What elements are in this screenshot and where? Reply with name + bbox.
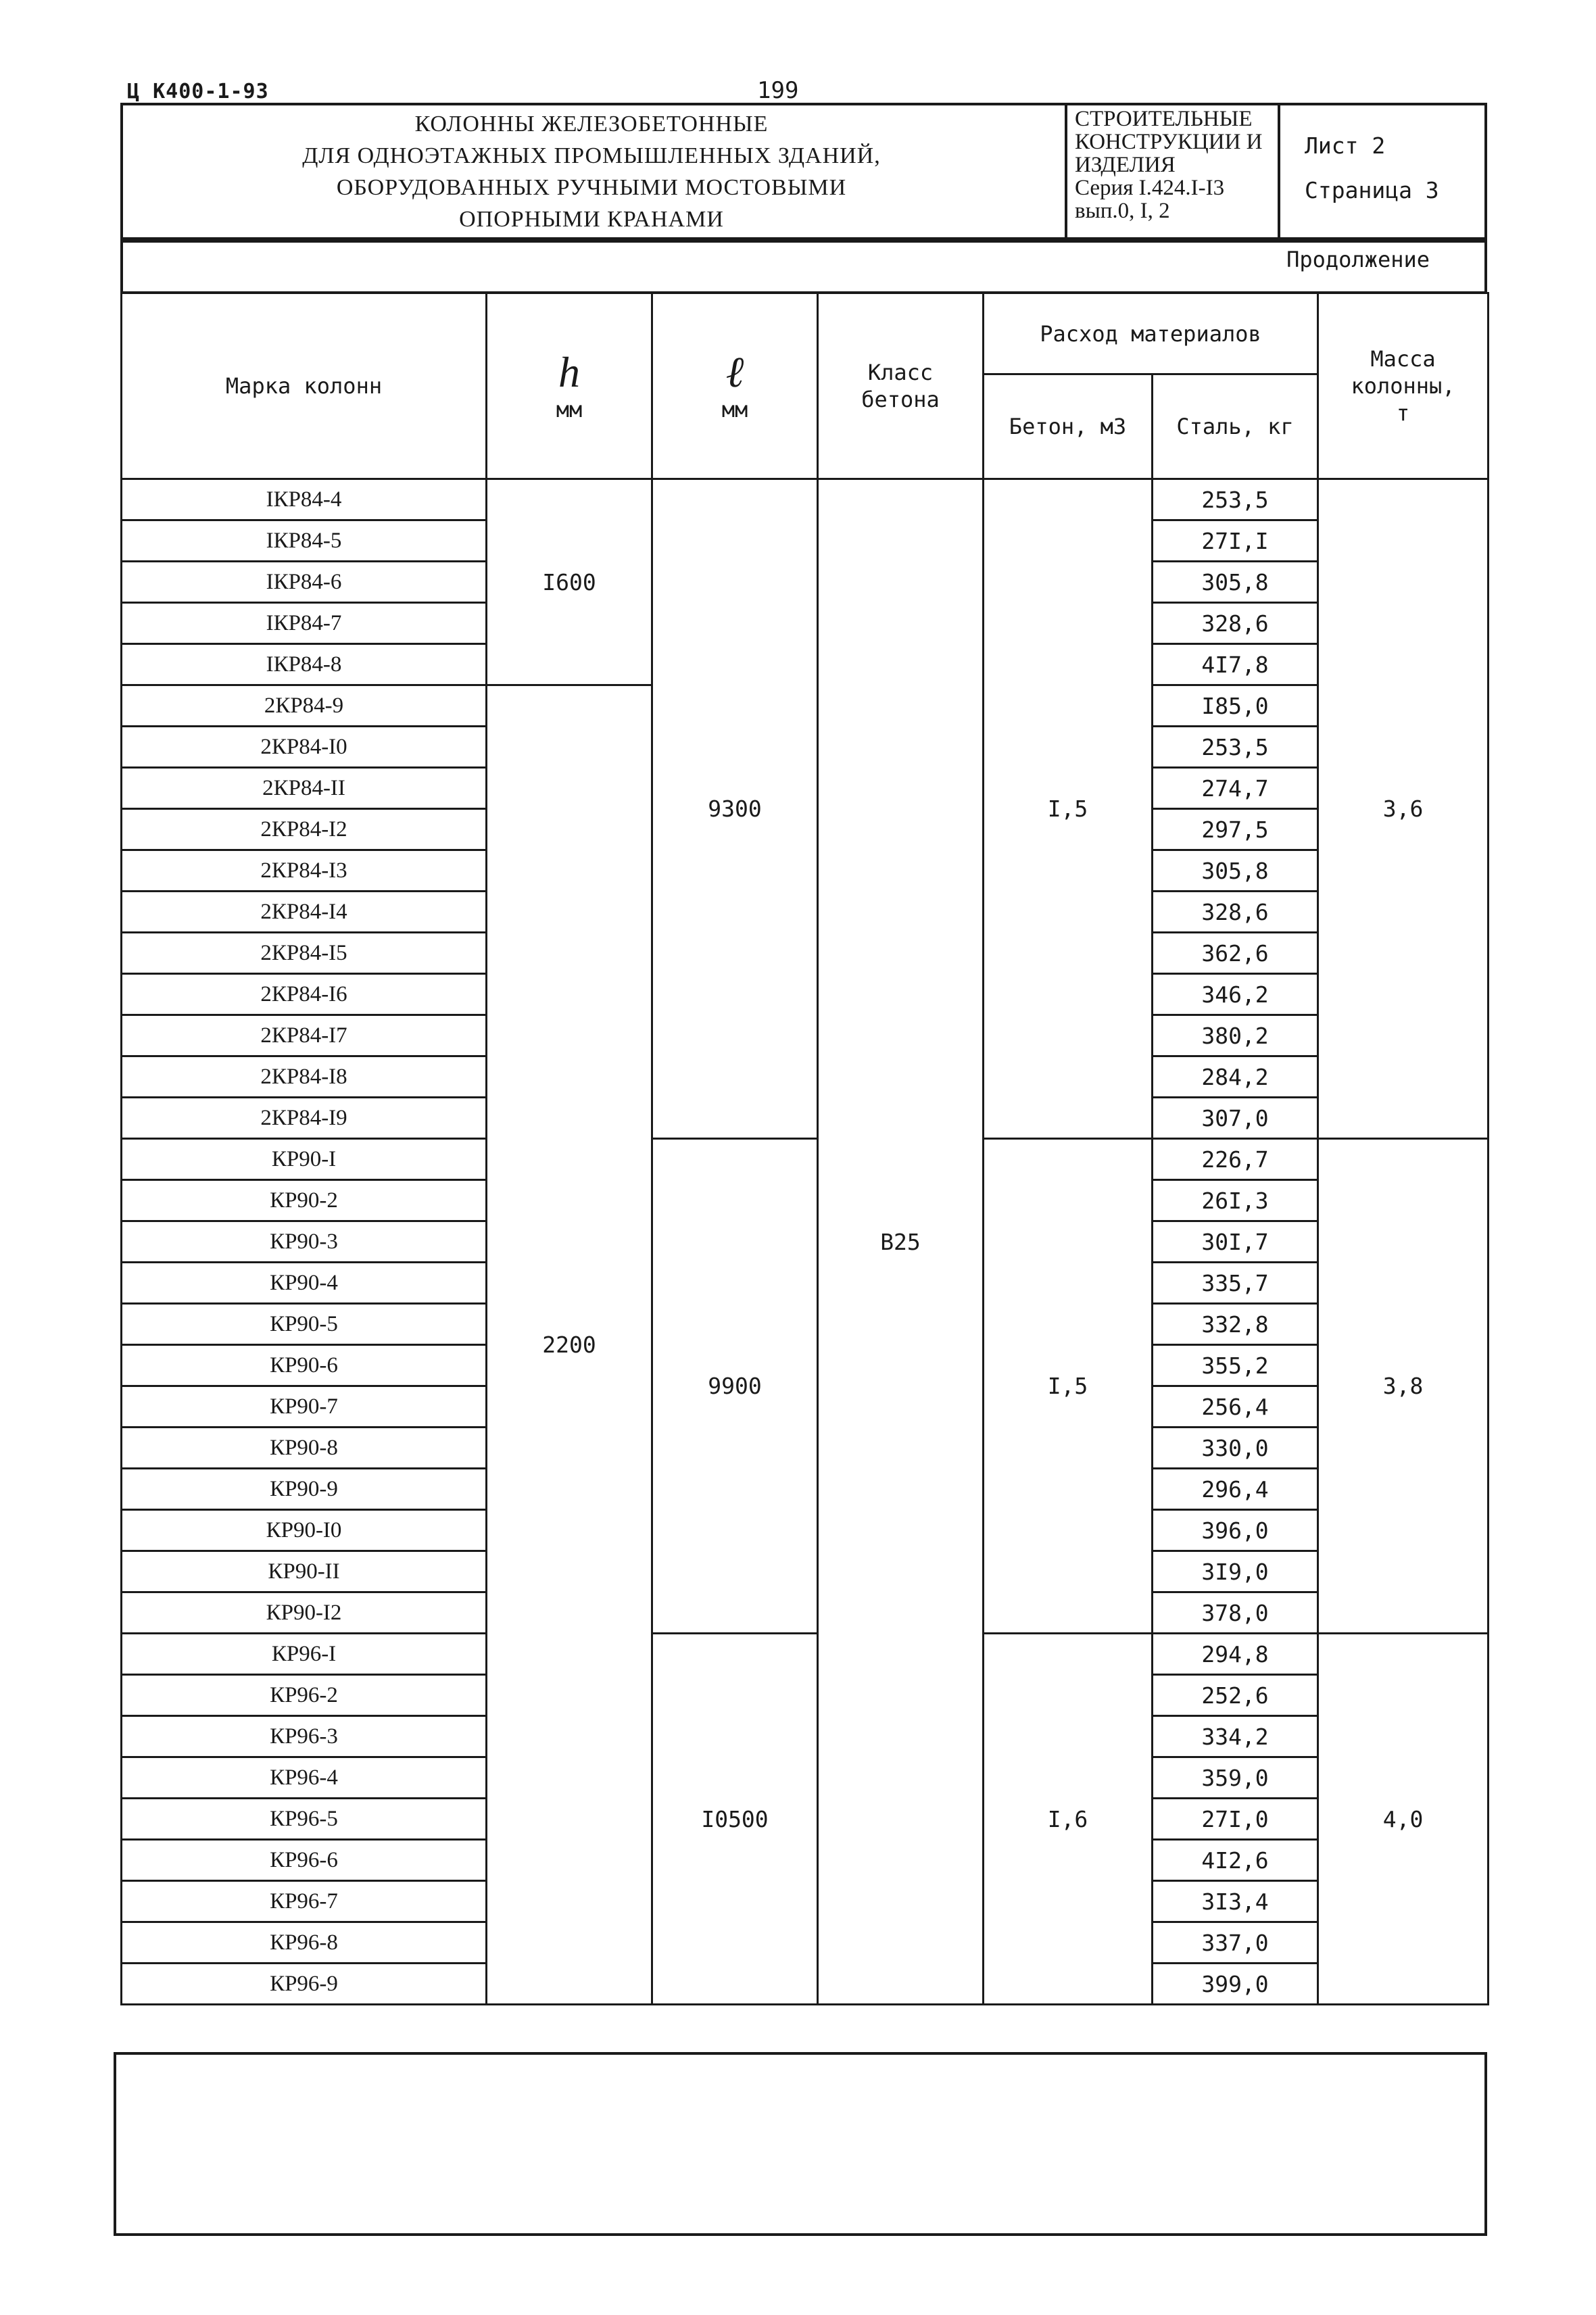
title-line-1: КОЛОННЫ ЖЕЛЕЗОБЕТОННЫЕ bbox=[414, 112, 769, 137]
h-cell-1: I600 bbox=[487, 479, 652, 685]
mark-cell: 2КР84-I2 bbox=[122, 809, 487, 850]
l-cell-3: I0500 bbox=[652, 1634, 818, 2005]
steel-cell: 30I,7 bbox=[1153, 1221, 1318, 1263]
mark-cell: КР96-7 bbox=[122, 1881, 487, 1922]
concrete-cell-2: I,5 bbox=[984, 1139, 1153, 1634]
header-mass bbox=[1318, 293, 1489, 479]
mark-cell: КР90-3 bbox=[122, 1221, 487, 1263]
steel-cell: 378,0 bbox=[1153, 1592, 1318, 1634]
header-h-unit: мм bbox=[556, 397, 583, 422]
mark-cell: КР90-2 bbox=[122, 1180, 487, 1221]
mass-cell-3: 4,0 bbox=[1318, 1634, 1489, 2005]
steel-cell: 380,2 bbox=[1153, 1015, 1318, 1056]
steel-cell: 253,5 bbox=[1153, 727, 1318, 768]
sheet-label: Лист 2 bbox=[1305, 132, 1386, 159]
steel-cell: 27I,I bbox=[1153, 520, 1318, 562]
steel-cell: 328,6 bbox=[1153, 603, 1318, 644]
header-h-symbol: h bbox=[558, 348, 580, 396]
mark-cell: КР90-4 bbox=[122, 1263, 487, 1304]
header-materials: Расход материалов bbox=[984, 293, 1318, 374]
mark-cell: 2КР84-I8 bbox=[122, 1056, 487, 1098]
mark-cell: 2КР84-9 bbox=[122, 685, 487, 727]
title-divider-2 bbox=[1278, 103, 1280, 240]
table-row bbox=[122, 1139, 1489, 1180]
steel-cell: 334,2 bbox=[1153, 1716, 1318, 1757]
header-mass-line-3: т bbox=[1396, 400, 1410, 426]
l-cell-1: 9300 bbox=[652, 479, 818, 1139]
mark-cell: IКР84-6 bbox=[122, 562, 487, 603]
page-label: Страница 3 bbox=[1305, 177, 1439, 203]
mark-cell: КР90-9 bbox=[122, 1469, 487, 1510]
mark-cell: КР96-I bbox=[122, 1634, 487, 1675]
blank-footer-area bbox=[114, 2052, 1487, 2236]
steel-cell: 297,5 bbox=[1153, 809, 1318, 850]
mark-cell: КР90-II bbox=[122, 1551, 487, 1592]
steel-cell: 274,7 bbox=[1153, 768, 1318, 809]
mark-cell: IКР84-8 bbox=[122, 644, 487, 685]
continuation-row bbox=[120, 240, 1487, 294]
steel-cell: 305,8 bbox=[1153, 850, 1318, 892]
steel-cell: 4I7,8 bbox=[1153, 644, 1318, 685]
continuation-label: Продолжение bbox=[1286, 247, 1430, 272]
steel-cell: 332,8 bbox=[1153, 1304, 1318, 1345]
steel-cell: 355,2 bbox=[1153, 1345, 1318, 1386]
mass-cell-1: 3,6 bbox=[1318, 479, 1489, 1139]
mark-cell: КР90-I2 bbox=[122, 1592, 487, 1634]
steel-cell: 252,6 bbox=[1153, 1675, 1318, 1716]
mark-cell: КР96-6 bbox=[122, 1840, 487, 1881]
header-h bbox=[487, 293, 652, 479]
header-class bbox=[818, 293, 984, 479]
steel-cell: 284,2 bbox=[1153, 1056, 1318, 1098]
mark-cell: КР96-9 bbox=[122, 1964, 487, 2005]
mark-cell: 2КР84-II bbox=[122, 768, 487, 809]
steel-cell: 27I,0 bbox=[1153, 1799, 1318, 1840]
mark-cell: КР90-5 bbox=[122, 1304, 487, 1345]
concrete-cell-3: I,6 bbox=[984, 1634, 1153, 2005]
steel-cell: 296,4 bbox=[1153, 1469, 1318, 1510]
columns-table bbox=[120, 292, 1489, 2005]
mark-cell: КР96-2 bbox=[122, 1675, 487, 1716]
steel-cell: 294,8 bbox=[1153, 1634, 1318, 1675]
series-line-1: СТРОИТЕЛЬНЫЕ bbox=[1075, 107, 1253, 131]
title-divider-1 bbox=[1065, 103, 1067, 240]
document-code: Ц К400-1-93 bbox=[127, 80, 269, 103]
steel-cell: 305,8 bbox=[1153, 562, 1318, 603]
mark-cell: КР96-5 bbox=[122, 1799, 487, 1840]
title-line-3: ОБОРУДОВАННЫХ РУЧНЫМИ МОСТОВЫМИ bbox=[336, 175, 847, 200]
mass-cell-2: 3,8 bbox=[1318, 1139, 1489, 1634]
header-class-line-1: Класс bbox=[867, 360, 934, 385]
mark-cell: 2КР84-I9 bbox=[122, 1098, 487, 1139]
mark-cell: IКР84-7 bbox=[122, 603, 487, 644]
mark-cell: КР90-7 bbox=[122, 1386, 487, 1428]
steel-cell: 3I9,0 bbox=[1153, 1551, 1318, 1592]
series-line-5: вып.0, I, 2 bbox=[1075, 199, 1170, 223]
steel-cell: 399,0 bbox=[1153, 1964, 1318, 2005]
mark-cell: 2КР84-I5 bbox=[122, 933, 487, 974]
steel-cell: 307,0 bbox=[1153, 1098, 1318, 1139]
steel-cell: 396,0 bbox=[1153, 1510, 1318, 1551]
table-row bbox=[122, 479, 1489, 520]
mark-cell: 2КР84-I4 bbox=[122, 892, 487, 933]
mark-cell: 2КР84-I3 bbox=[122, 850, 487, 892]
steel-cell: 346,2 bbox=[1153, 974, 1318, 1015]
series-line-4: Серия I.424.I-I3 bbox=[1075, 176, 1225, 200]
steel-cell: 4I2,6 bbox=[1153, 1840, 1318, 1881]
steel-cell: I85,0 bbox=[1153, 685, 1318, 727]
header-l bbox=[652, 293, 818, 479]
steel-cell: 26I,3 bbox=[1153, 1180, 1318, 1221]
h-cell-2: 2200 bbox=[487, 685, 652, 2005]
mark-cell: КР90-8 bbox=[122, 1428, 487, 1469]
steel-cell: 3I3,4 bbox=[1153, 1881, 1318, 1922]
steel-cell: 330,0 bbox=[1153, 1428, 1318, 1469]
steel-cell: 253,5 bbox=[1153, 479, 1318, 520]
table-row bbox=[122, 1634, 1489, 1675]
steel-cell: 328,6 bbox=[1153, 892, 1318, 933]
mark-cell: КР90-6 bbox=[122, 1345, 487, 1386]
mark-cell: КР96-4 bbox=[122, 1757, 487, 1799]
mark-cell: 2КР84-I6 bbox=[122, 974, 487, 1015]
header-class-line-2: бетона bbox=[861, 387, 940, 412]
mark-cell: 2КР84-I0 bbox=[122, 727, 487, 768]
title-line-2: ДЛЯ ОДНОЭТАЖНЫХ ПРОМЫШЛЕННЫХ ЗДАНИЙ, bbox=[302, 143, 881, 168]
mark-cell: IКР84-4 bbox=[122, 479, 487, 520]
steel-cell: 226,7 bbox=[1153, 1139, 1318, 1180]
header-mark: Марка колонн bbox=[122, 293, 487, 479]
steel-cell: 362,6 bbox=[1153, 933, 1318, 974]
concrete-cell-1: I,5 bbox=[984, 479, 1153, 1139]
steel-cell: 359,0 bbox=[1153, 1757, 1318, 1799]
mark-cell: IКР84-5 bbox=[122, 520, 487, 562]
concrete-class-cell: В25 bbox=[818, 479, 984, 2005]
header-l-symbol: ℓ bbox=[725, 348, 744, 396]
header-l-unit: мм bbox=[721, 397, 748, 422]
header-concrete: Бетон, м3 bbox=[984, 374, 1153, 479]
mark-cell: 2КР84-I7 bbox=[122, 1015, 487, 1056]
header-mass-line-1: Масса bbox=[1370, 346, 1436, 372]
mark-cell: КР90-I bbox=[122, 1139, 487, 1180]
series-line-2: КОНСТРУКЦИИ И bbox=[1075, 130, 1263, 154]
title-line-4: ОПОРНЫМИ КРАНАМИ bbox=[459, 207, 724, 232]
header-mass-line-2: колонны, bbox=[1351, 373, 1455, 399]
mark-cell: КР96-8 bbox=[122, 1922, 487, 1964]
page-number: 199 bbox=[757, 77, 799, 104]
mark-cell: КР90-I0 bbox=[122, 1510, 487, 1551]
steel-cell: 337,0 bbox=[1153, 1922, 1318, 1964]
steel-cell: 256,4 bbox=[1153, 1386, 1318, 1428]
series-line-3: ИЗДЕЛИЯ bbox=[1075, 153, 1176, 177]
l-cell-2: 9900 bbox=[652, 1139, 818, 1634]
steel-cell: 335,7 bbox=[1153, 1263, 1318, 1304]
header-steel: Сталь, кг bbox=[1153, 374, 1318, 479]
mark-cell: КР96-3 bbox=[122, 1716, 487, 1757]
